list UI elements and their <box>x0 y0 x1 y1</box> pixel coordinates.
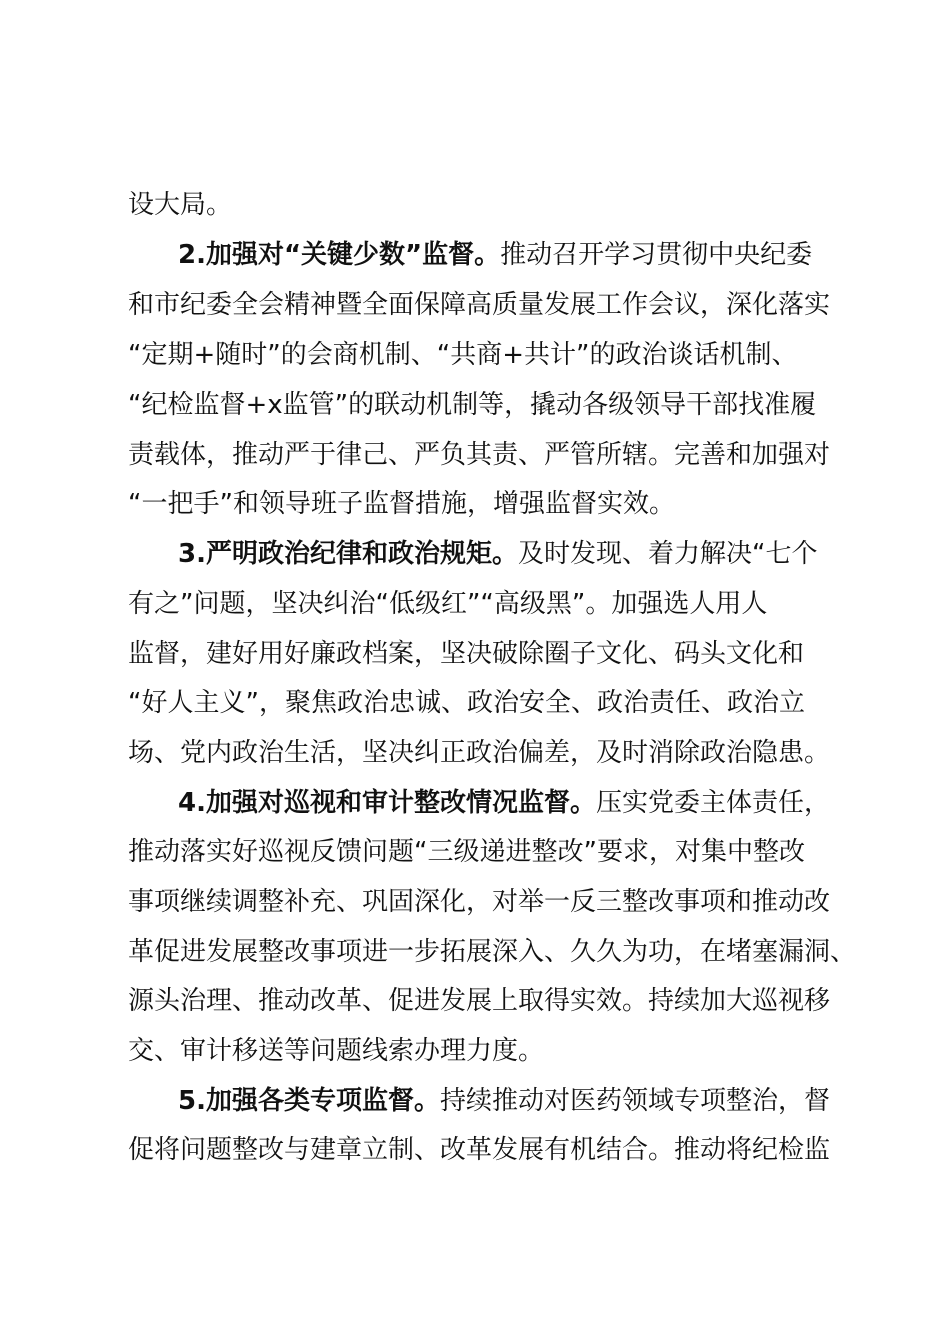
paragraph-2-text: 推动召开学习贯彻中央纪委 <box>500 240 813 270</box>
paragraph-line: 交、审计移送等问题线索办理力度。 <box>128 1036 545 1066</box>
paragraph-4-first-line <box>178 788 830 818</box>
paragraph-line: 设大局。 <box>128 190 233 220</box>
paragraph-line: 监督，建好用好廉政档案，坚决破除圈子文化、码头文化和 <box>128 639 805 669</box>
paragraph-line: “纪检监督+x监管”的联动机制等，撬动各级领导干部找准履 <box>128 390 817 420</box>
paragraph-line: 推动落实好巡视反馈问题“三级递进整改”要求，对集中整改 <box>128 837 805 867</box>
paragraph-line: 场、党内政治生活，坚决纠正政治偏差，及时消除政治隐患。 <box>128 738 831 768</box>
paragraph-line: 事项继续调整补充、巩固深化，对举一反三整改事项和推动改 <box>128 887 831 917</box>
paragraph-line: “定期+随时”的会商机制、“共商+共计”的政治谈话机制、 <box>128 340 798 370</box>
paragraph-5-text: 持续推动对医药领域专项整治，督 <box>439 1086 830 1116</box>
paragraph-4-heading: 4.加强对巡视和审计整改情况监督。 <box>178 788 596 818</box>
paragraph-2-first-line <box>178 240 812 270</box>
paragraph-line: 和市纪委全会精神暨全面保障高质量发展工作会议，深化落实 <box>128 290 831 320</box>
paragraph-3-first-line <box>178 539 817 569</box>
paragraph-5-heading: 5.加强各类专项监督。 <box>178 1086 440 1116</box>
paragraph-4-text: 压实党委主体责任， <box>595 788 830 818</box>
paragraph-3-text: 及时发现、着力解决“七个 <box>517 539 818 569</box>
paragraph-line: 革促进发展整改事项进一步拓展深入、久久为功，在堵塞漏洞、 <box>128 937 857 967</box>
paragraph-line: 源头治理、推动改革、促进发展上取得实效。持续加大巡视移 <box>128 986 831 1016</box>
paragraph-line: 有之”问题，坚决纠治“低级红”“高级黑”。加强选人用人 <box>128 589 768 619</box>
paragraph-line: “一把手”和领导班子监督措施，增强监督实效。 <box>128 489 675 519</box>
paragraph-line: 促将问题整改与建章立制、改革发展有机结合。推动将纪检监 <box>128 1135 831 1165</box>
paragraph-line: 责载体，推动严于律己、严负其责、严管所辖。完善和加强对 <box>128 440 831 470</box>
paragraph-2-heading: 2.加强对“关键少数”监督。 <box>178 240 501 270</box>
paragraph-5-first-line <box>178 1086 830 1116</box>
paragraph-3-heading: 3.严明政治纪律和政治规矩。 <box>178 539 518 569</box>
paragraph-line: “好人主义”，聚焦政治忠诚、政治安全、政治责任、政治立 <box>128 688 805 718</box>
